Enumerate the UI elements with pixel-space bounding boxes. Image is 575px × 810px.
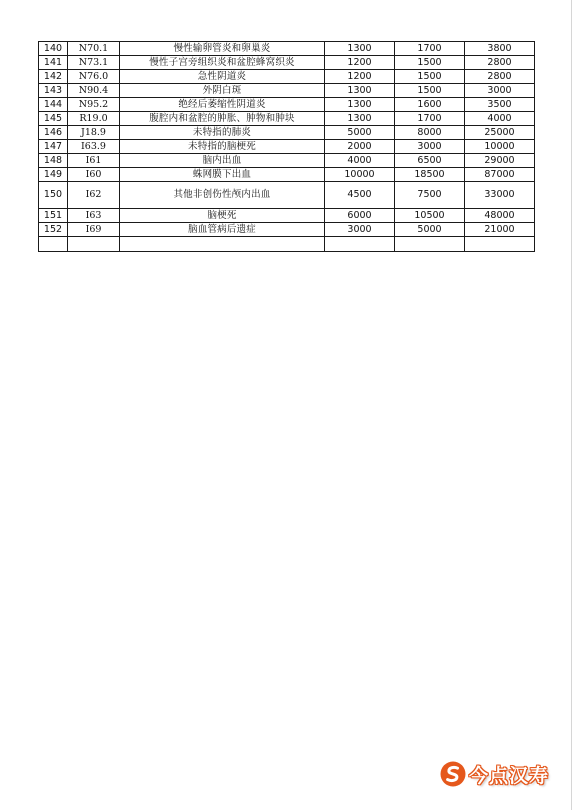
cost-col-1: 10000 bbox=[325, 168, 395, 182]
table-row bbox=[39, 223, 535, 237]
disease-name: 脑梗死 bbox=[120, 209, 325, 223]
brand-watermark bbox=[440, 760, 549, 788]
disease-name: 外阴白斑 bbox=[120, 84, 325, 98]
row-number: 145 bbox=[39, 112, 68, 126]
table-row bbox=[39, 42, 535, 56]
disease-code: I61 bbox=[68, 154, 120, 168]
row-number: 151 bbox=[39, 209, 68, 223]
cost-col-1: 1200 bbox=[325, 70, 395, 84]
table-row bbox=[39, 84, 535, 98]
cost-col-1: 6000 bbox=[325, 209, 395, 223]
cost-table bbox=[38, 41, 535, 252]
table-row bbox=[39, 98, 535, 112]
cost-col-2: 18500 bbox=[395, 168, 465, 182]
row-number: 148 bbox=[39, 154, 68, 168]
disease-name: 未特指的肺炎 bbox=[120, 126, 325, 140]
table-row bbox=[39, 209, 535, 223]
cost-col-1: 3000 bbox=[325, 223, 395, 237]
cost-col-3: 21000 bbox=[465, 223, 535, 237]
cost-col-2: 6500 bbox=[395, 154, 465, 168]
disease-code: J18.9 bbox=[68, 126, 120, 140]
disease-code: I63 bbox=[68, 209, 120, 223]
cost-col-3: 48000 bbox=[465, 209, 535, 223]
row-number: 150 bbox=[39, 182, 68, 209]
disease-code: N73.1 bbox=[68, 56, 120, 70]
empty-cell bbox=[39, 237, 68, 252]
table-row bbox=[39, 182, 535, 209]
row-number: 152 bbox=[39, 223, 68, 237]
disease-code: I63.9 bbox=[68, 140, 120, 154]
disease-code: I69 bbox=[68, 223, 120, 237]
cost-col-2: 1700 bbox=[395, 112, 465, 126]
brand-text: 今点汉寿 bbox=[469, 764, 550, 787]
cost-col-2: 3000 bbox=[395, 140, 465, 154]
disease-name: 腹腔内和盆腔的肿胀、肿物和肿块 bbox=[120, 112, 325, 126]
empty-cell bbox=[395, 237, 465, 252]
cost-col-3: 2800 bbox=[465, 70, 535, 84]
cost-col-1: 5000 bbox=[325, 126, 395, 140]
table-row bbox=[39, 168, 535, 182]
table-row bbox=[39, 70, 535, 84]
table-row bbox=[39, 154, 535, 168]
cost-col-2: 1500 bbox=[395, 70, 465, 84]
cost-col-3: 29000 bbox=[465, 154, 535, 168]
row-number: 143 bbox=[39, 84, 68, 98]
disease-code: I62 bbox=[68, 182, 120, 209]
disease-name: 蛛网膜下出血 bbox=[120, 168, 325, 182]
cost-col-2: 1600 bbox=[395, 98, 465, 112]
cost-col-1: 4000 bbox=[325, 154, 395, 168]
row-number: 144 bbox=[39, 98, 68, 112]
brand-s-logo-icon bbox=[440, 761, 466, 787]
disease-code: I60 bbox=[68, 168, 120, 182]
disease-name: 慢性输卵管炎和卵巢炎 bbox=[120, 42, 325, 56]
disease-name: 慢性子宫旁组织炎和盆腔蜂窝织炎 bbox=[120, 56, 325, 70]
cost-col-1: 1300 bbox=[325, 42, 395, 56]
row-number: 146 bbox=[39, 126, 68, 140]
cost-col-3: 4000 bbox=[465, 112, 535, 126]
disease-code: N70.1 bbox=[68, 42, 120, 56]
disease-name: 急性阴道炎 bbox=[120, 70, 325, 84]
table-row bbox=[39, 56, 535, 70]
table-row bbox=[39, 140, 535, 154]
empty-cell bbox=[465, 237, 535, 252]
cost-col-2: 1500 bbox=[395, 56, 465, 70]
disease-name: 脑血管病后遗症 bbox=[120, 223, 325, 237]
cost-col-3: 87000 bbox=[465, 168, 535, 182]
table-row bbox=[39, 112, 535, 126]
disease-code: N76.0 bbox=[68, 70, 120, 84]
cost-col-3: 10000 bbox=[465, 140, 535, 154]
cost-col-3: 25000 bbox=[465, 126, 535, 140]
cost-col-3: 33000 bbox=[465, 182, 535, 209]
disease-name: 脑内出血 bbox=[120, 154, 325, 168]
cost-col-3: 3800 bbox=[465, 42, 535, 56]
row-number: 149 bbox=[39, 168, 68, 182]
cost-col-1: 2000 bbox=[325, 140, 395, 154]
disease-name: 绝经后萎缩性阴道炎 bbox=[120, 98, 325, 112]
cost-col-1: 1300 bbox=[325, 112, 395, 126]
table-row bbox=[39, 126, 535, 140]
row-number: 141 bbox=[39, 56, 68, 70]
cost-col-2: 1500 bbox=[395, 84, 465, 98]
cost-col-2: 1700 bbox=[395, 42, 465, 56]
cost-col-1: 1300 bbox=[325, 98, 395, 112]
cost-col-1: 4500 bbox=[325, 182, 395, 209]
row-number: 142 bbox=[39, 70, 68, 84]
disease-name: 未特指的脑梗死 bbox=[120, 140, 325, 154]
disease-name: 其他非创伤性颅内出血 bbox=[120, 182, 325, 209]
disease-code: N90.4 bbox=[68, 84, 120, 98]
empty-cell bbox=[325, 237, 395, 252]
cost-col-3: 3000 bbox=[465, 84, 535, 98]
cost-col-2: 8000 bbox=[395, 126, 465, 140]
row-number: 147 bbox=[39, 140, 68, 154]
empty-table-row bbox=[39, 237, 535, 252]
cost-col-3: 3500 bbox=[465, 98, 535, 112]
cost-col-1: 1300 bbox=[325, 84, 395, 98]
cost-col-2: 10500 bbox=[395, 209, 465, 223]
empty-cell bbox=[120, 237, 325, 252]
disease-code: R19.0 bbox=[68, 112, 120, 126]
disease-code: N95.2 bbox=[68, 98, 120, 112]
row-number: 140 bbox=[39, 42, 68, 56]
cost-col-2: 5000 bbox=[395, 223, 465, 237]
cost-col-2: 7500 bbox=[395, 182, 465, 209]
cost-col-1: 1200 bbox=[325, 56, 395, 70]
cost-col-3: 2800 bbox=[465, 56, 535, 70]
empty-cell bbox=[68, 237, 120, 252]
